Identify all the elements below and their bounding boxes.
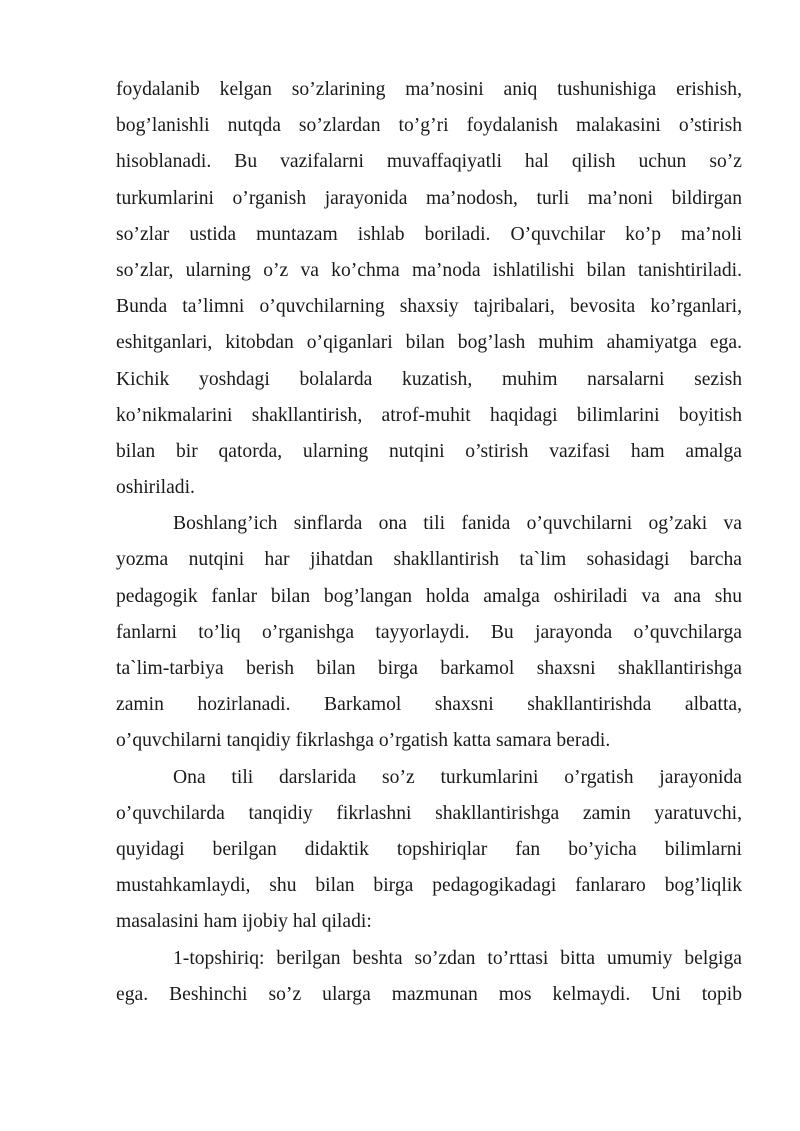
text-line: zamin hozirlanadi. Barkamol shaxsni shakllantirishda albatta, xyxy=(116,694,742,716)
text-line: bog’lanishli nutqda so’zlardan to’g’ri foydalanish malakasini o’stirish xyxy=(116,115,742,137)
text-line: Bunda ta’limni o’quvchilarning shaxsiy tajribalari, bevosita ko’rganlari, xyxy=(116,296,742,318)
text-line: Ona tili darslarida so’z turkumlarini o’rgatish jarayonida xyxy=(173,766,742,788)
text-line: turkumlarini o’rganish jarayonida ma’nodosh, turli ma’noni bildirgan xyxy=(116,187,742,209)
text-line: bilan bir qatorda, ularning nutqini o’stirish vazifasi ham amalga xyxy=(116,440,742,462)
text-line: o’quvchilarni tanqidiy fikrlashga o’rgatish katta samara beradi. xyxy=(116,730,611,752)
text-line: so’zlar ustida muntazam ishlab boriladi. O’quvchilar ko’p ma’noli xyxy=(116,223,742,245)
text-line: yozma nutqini har jihatdan shakllantirish ta`lim sohasidagi barcha xyxy=(116,549,742,571)
body-text xyxy=(116,72,742,1013)
text-line: Kichik yoshdagi bolalarda kuzatish, muhim narsalarni sezish xyxy=(116,368,742,390)
text-line: mustahkamlaydi, shu bilan birga pedagogikadagi fanlararo bog’liqlik xyxy=(116,875,742,897)
text-line: ta`lim-tarbiya berish bilan birga barkamol shaxsni shakllantirishga xyxy=(116,658,742,679)
text-line: oshiriladi. xyxy=(116,477,195,499)
text-line: ko’nikmalarini shakllantirish, atrof-muhit haqidagi bilimlarini boyitish xyxy=(116,404,742,426)
text-line: fanlarni to’liq o’rganishga tayyorlaydi. Bu jarayonda o’quvchilarga xyxy=(116,621,742,643)
text-line: pedagogik fanlar bilan bog’langan holda amalga oshiriladi va ana shu xyxy=(116,585,742,607)
text-line: o’quvchilarda tanqidiy fikrlashni shakllantirishga zamin yaratuvchi, xyxy=(116,802,742,824)
text-line: eshitganlari, kitobdan o’qiganlari bilan bog’lash muhim ahamiyatga ega. xyxy=(116,332,742,354)
paragraph-2 xyxy=(116,506,742,759)
paragraph-1 xyxy=(116,72,742,506)
text-line: quyidagi berilgan didaktik topshiriqlar fan bo’yicha bilimlarni xyxy=(116,838,742,860)
text-line: ega. Beshinchi so’z ularga mazmunan mos kelmaydi. Uni topib xyxy=(116,983,742,1005)
text-line: masalasini ham ijobiy hal qiladi: xyxy=(116,911,372,933)
text-line: Boshlang’ich sinflarda ona tili fanida o’quvchilarni og’zaki va xyxy=(173,513,742,535)
text-line: hisoblanadi. Bu vazifalarni muvaffaqiyatli hal qilish uchun so’z xyxy=(116,151,742,173)
paragraph-4 xyxy=(116,941,742,1013)
paragraph-3 xyxy=(116,760,742,941)
text-line: 1-topshiriq: berilgan beshta so’zdan to’rttasi bitta umumiy belgiga xyxy=(173,947,742,969)
text-line: foydalanib kelgan so’zlarining ma’nosini aniq tushunishiga erishish, xyxy=(116,79,742,100)
text-line: so’zlar, ularning o’z va ko’chma ma’noda ishlatilishi bilan tanishtiriladi. xyxy=(116,259,742,281)
